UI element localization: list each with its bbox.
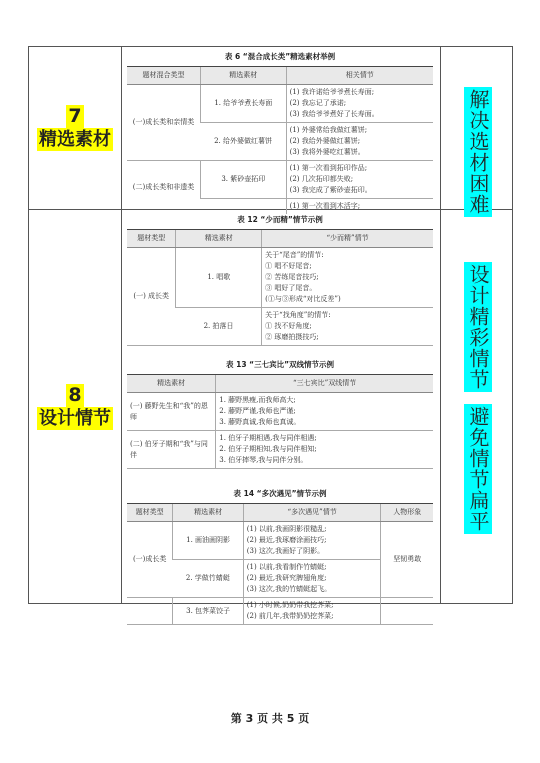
table-12-material: 2. 拍落日 (176, 308, 262, 346)
table-14-image-cell: 坚韧勇敢 (381, 522, 433, 598)
detail-line: (2) 我忘记了承诺; (289, 99, 347, 107)
content-table (28, 46, 513, 620)
detail-line: 2. 伯牙子期相知,我与同伴相知; (219, 445, 317, 453)
detail-line: 3. 藤野真诚,我师也真诚。 (219, 418, 301, 426)
table-14-material: 1. 画油画阴影 (173, 522, 243, 560)
column-divider-left (121, 47, 122, 603)
highlight-solve-selection: 解决选材困难 (466, 89, 490, 215)
detail-line: (1) 以前,我画阴影很糙乱; (246, 525, 327, 533)
detail-line: (3) 我完成了紫砂壶拓印。 (289, 186, 372, 194)
detail-line: ① 唱不好尾音; (265, 262, 312, 270)
detail-line: (2) 最近,我琢磨涂画技巧; (246, 536, 327, 544)
table-row (127, 85, 433, 123)
table-12-header: “少而精”情节 (262, 230, 433, 248)
table-14-type-cell-empty (127, 598, 173, 625)
table-row (127, 393, 433, 431)
table-6-header: 精选素材 (200, 67, 286, 85)
table-12 (127, 229, 433, 346)
table-14-header: 题材类型 (127, 504, 173, 522)
highlight-avoid-flat: 避免情节扁平 (466, 406, 490, 532)
table-13-title: 表 13 “三七宾比”双线情节示例 (225, 360, 335, 369)
table-14-details (243, 522, 381, 560)
detail-line: 1. 藤野黑瘦,而我师高大; (219, 396, 296, 404)
detail-line: 关于“找角度”的情节: (265, 311, 331, 319)
table-6-type-cell: (一)成长类和亲情类 (127, 85, 200, 161)
section-7-number: 7 (68, 105, 82, 127)
detail-line: (1) 第一次看到木活字; (289, 202, 361, 210)
table-12-type-cell: (一) 成长类 (127, 248, 176, 346)
detail-line: 3. 伯牙摔琴,我与同伴分别。 (219, 456, 308, 464)
table-6-material: 2. 给外婆做红薯饼 (200, 123, 286, 161)
column-divider-right (440, 47, 441, 603)
table-6-details (286, 161, 433, 199)
detail-line: 关于“尾音”的情节: (265, 251, 324, 259)
table-6 (127, 66, 433, 215)
table-row (127, 161, 433, 199)
table-6-material: 3. 紫砂壶拓印 (200, 161, 286, 199)
table-13-material: (二) 伯牙子期和“我”与同伴 (127, 431, 216, 469)
table-6-header: 相关情节 (286, 67, 433, 85)
detail-line: (1) 小时候,奶奶带我挖荠菜; (246, 601, 334, 609)
section-7-label (29, 47, 121, 209)
table-6-material: 1. 给爷爷煮长寿面 (200, 85, 286, 123)
detail-line: 1. 伯牙子期相遇,我与同伴相遇; (219, 434, 317, 442)
section-8-title: 设计情节 (39, 408, 111, 429)
table-12-details (262, 308, 433, 346)
detail-line: (2) 几次拓印都失败; (289, 175, 354, 183)
detail-line: (2) 前几年,我带奶奶挖荠菜; (246, 612, 334, 620)
table-14 (127, 503, 433, 625)
table-12-title: 表 12 “少而精”情节示例 (237, 215, 323, 224)
table-13-header: “三七宾比”双线情节 (216, 375, 433, 393)
detail-line: ① 找不好角度; (265, 322, 312, 330)
detail-line: (①与③形成“对比反差”) (265, 295, 341, 303)
detail-line: (3) 我将外婆吃红薯饼。 (289, 148, 365, 156)
table-12-header: 精选素材 (176, 230, 262, 248)
detail-line: (3) 这次,我的竹蜻蜓起飞。 (246, 585, 332, 593)
table-6-details (286, 199, 433, 215)
detail-line: (2) 我给外婆做红薯饼; (289, 137, 361, 145)
detail-line: (1) 第一次看到拓印作品; (289, 164, 368, 172)
table-row (127, 522, 433, 560)
section-7-title: 精选素材 (39, 129, 111, 150)
detail-line: ② 琢磨拍摄技巧; (265, 333, 319, 341)
detail-line: (2) 最近,我研究脾翅角度; (246, 574, 327, 582)
table-13-panel (127, 359, 433, 477)
detail-line: (3) 这次,我画好了阴影。 (246, 547, 325, 555)
detail-line: ② 苦练尾音技巧; (265, 273, 319, 281)
highlight-design-plot: 设计精彩情节 (466, 264, 490, 390)
table-6-details (286, 85, 433, 123)
table-row (127, 248, 433, 308)
table-14-header: 人物形象 (381, 504, 433, 522)
detail-line: ③ 唱好了尾音。 (265, 284, 317, 292)
detail-line: (1) 以前,我看制作竹蜻蜓; (246, 563, 327, 571)
section-8-number: 8 (68, 384, 82, 406)
table-14-details (243, 598, 381, 625)
table-14-header: “多次遇见”情节 (243, 504, 381, 522)
table-14-type-cell: (一)成长类 (127, 522, 173, 598)
table-12-details (262, 248, 433, 308)
detail-line: (1) 我许诺给爷爷煮长寿面; (289, 88, 375, 96)
table-row (127, 598, 433, 625)
table-14-image-cell-empty (381, 598, 433, 625)
detail-line: 2. 藤野严谨,我师也严谨; (219, 407, 296, 415)
table-12-panel (127, 214, 433, 344)
section-8-label (29, 209, 121, 605)
table-6-title: 表 6 “混合成长类”精选素材举例 (224, 52, 336, 61)
table-14-title: 表 14 “多次遇见”情节示例 (233, 489, 327, 498)
table-row (127, 431, 433, 469)
table-13-details (216, 393, 433, 431)
table-12-material: 1. 唱歌 (176, 248, 262, 308)
page-footer: 第 3 页 共 5 页 (230, 712, 310, 725)
table-6-details (286, 123, 433, 161)
table-6-panel (127, 51, 433, 210)
table-6-header: 题材混合类型 (127, 67, 200, 85)
detail-line: (1) 外婆常给我做红薯饼; (289, 126, 368, 134)
table-6-type-cell: (二)成长类和非遗类 (127, 161, 200, 215)
table-12-header: 题材类型 (127, 230, 176, 248)
table-13 (127, 374, 433, 469)
table-6-material (200, 199, 286, 215)
table-13-material: (一) 藤野先生和“我”的恩师 (127, 393, 216, 431)
table-14-material: 3. 包荠菜饺子 (173, 598, 243, 625)
table-14-material: 2. 学做竹蜻蜓 (173, 560, 243, 598)
table-13-header: 精选素材 (127, 375, 216, 393)
detail-line: (3) 我给爷爷煮好了长寿面。 (289, 110, 379, 118)
table-14-panel (127, 488, 433, 620)
table-13-details (216, 431, 433, 469)
table-14-details (243, 560, 381, 598)
table-14-header: 精选素材 (173, 504, 243, 522)
